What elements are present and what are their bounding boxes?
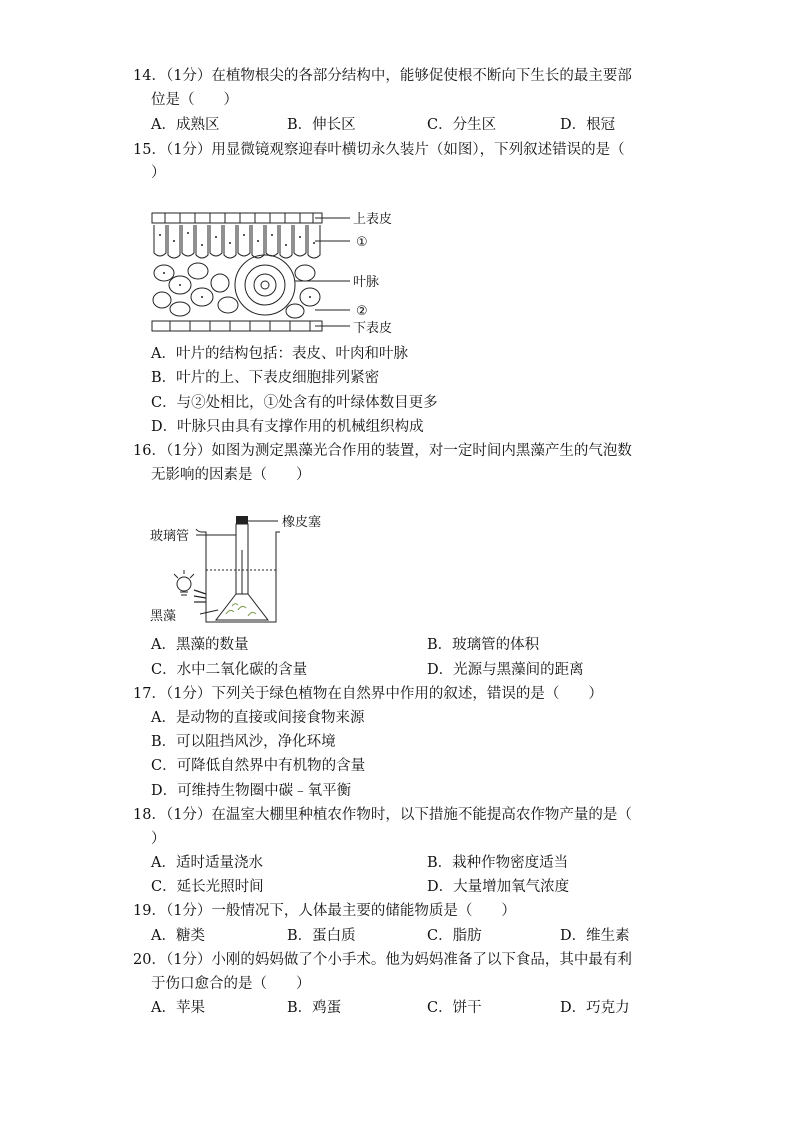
question-18-stem-cont: ） [151,831,166,847]
question-14-option-b: B．伸长区 [287,117,356,133]
question-19-option-a: A．糖类 [151,928,205,944]
question-15-stem: 15．（1分）用显微镜观察迎春叶横切永久装片（如图），下列叙述错误的是（ [133,142,625,158]
question-18-option-d: D．大量增加氧气浓度 [427,879,570,895]
question-14-option-c: C．分生区 [427,117,497,133]
question-17-option-c: C．可降低自然界中有机物的含量 [151,758,366,774]
question-18-option-c: C．延长光照时间 [151,879,264,895]
elodea-apparatus-figure [150,510,390,630]
question-16-stem-cont: 无影响的因素是（ ） [151,467,311,483]
question-15-stem-cont: ） [151,165,166,181]
question-20-stem: 20．（1分）小刚的妈妈做了个小手术。他为妈妈准备了以下食品，其中最有利 [133,952,632,968]
question-18-stem: 18．（1分）在温室大棚里种植农作物时，以下措施不能提高农作物产量的是（ [133,807,632,823]
label-marker-2: ② [356,304,368,319]
question-20-stem-cont: 于伤口愈合的是（ ） [151,976,311,992]
question-19-stem: 19．（1分）一般情况下，人体最主要的储能物质是（ ） [133,903,516,919]
question-20-option-d: D．巧克力 [560,1000,630,1016]
label-glass-tube: 玻璃管 [150,529,190,544]
question-20-option-c: C．饼干 [427,1000,482,1016]
leaf-cross-section-figure [150,205,410,340]
question-14-stem-cont: 位是（ ） [151,92,238,108]
question-20-option-a: A．苹果 [151,1000,205,1016]
label-upper-epidermis: 上表皮 [353,212,393,227]
question-17-option-b: B．可以阻挡风沙，净化环境 [151,734,336,750]
question-17-option-d: D．可维持生物圈中碳﹣氧平衡 [151,783,352,799]
question-20-option-b: B．鸡蛋 [287,1000,342,1016]
question-15-option-b: B．叶片的上、下表皮细胞排列紧密 [151,370,380,386]
label-elodea: 黑藻 [150,609,177,624]
question-15-option-c: C．与②处相比，①处含有的叶绿体数目更多 [151,395,438,411]
question-16-option-b: B．玻璃管的体积 [427,637,540,653]
question-15-option-a: A．叶片的结构包括：表皮、叶肉和叶脉 [151,346,408,362]
label-marker-1: ① [356,235,368,250]
question-14-stem: 14．（1分）在植物根尖的各部分结构中，能够促使根不断向下生长的最主要部 [133,68,632,84]
rubber-stopper [236,516,248,524]
question-14-option-d: D．根冠 [560,117,616,133]
label-lower-epidermis: 下表皮 [353,321,393,336]
label-vein: 叶脉 [353,275,380,290]
question-18-option-b: B．栽种作物密度适当 [427,855,569,871]
question-19-option-d: D．维生素 [560,928,630,944]
question-16-option-c: C．水中二氧化碳的含量 [151,662,308,678]
question-18-option-a: A．适时适量浇水 [151,855,263,871]
question-14-option-a: A．成熟区 [151,117,220,133]
question-16-stem: 16．（1分）如图为测定黑藻光合作用的装置，对一定时间内黑藻产生的气泡数 [133,443,632,459]
question-16-option-d: D．光源与黑藻间的距离 [427,662,584,678]
question-16-option-a: A．黑藻的数量 [151,637,249,653]
question-17-stem: 17．（1分）下列关于绿色植物在自然界中作用的叙述，错误的是（ ） [133,686,603,702]
label-rubber-stopper: 橡皮塞 [282,515,322,530]
question-19-option-c: C．脂肪 [427,928,482,944]
question-15-option-d: D．叶脉只由具有支撑作用的机械组织构成 [151,419,424,435]
question-19-option-b: B．蛋白质 [287,928,356,944]
question-17-option-a: A．是动物的直接或间接食物来源 [151,710,365,726]
